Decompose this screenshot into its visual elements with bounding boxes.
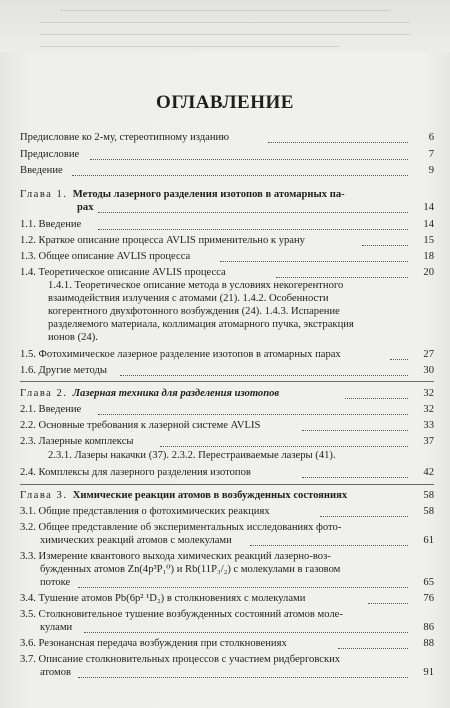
- document-page: ОГЛАВЛЕНИЕ Предисловие ко 2-му, стереотипному изданию 6 Предисловие 7 Введение 9 Глава 1. Методы лазерного разделения изотопов в атомарных па- рах 14 1.1. Введение 14 1.2. Краткое описание процесса AVLIS применительно к урану 15 1.3. Общее описание AVLIS процесса 18 1.4. Теоретическое описание AVLIS процесса 20 1.4.1. Теоретическое описание метода в условиях некогерентного взаимодействия излучения с атомами (21). 1.4.2. Особенности когерентного двухфотонного возбуждения (24). 1.4.3. Испарение разделяемого материала, коллимация атомарного пучка, экстракция ионов (24). 1.5. Фотохимическое лазерное разделение изотопов в атомарных парах 27 1.6. Другие методы 30 Глава 2. Лазерная техника для разделения изотопов 32 2.1. Введение 32 2.2. Основные требования к лазерной системе AVLIS 33 2.3. Лазерные комплексы 37 2.3.1. Лазеры накачки (37). 2.3.2. Перестраиваемые лазеры (41). 2.4. Комплексы для лазерного разделения изотопов 42 Глава 3. Химические реакции атомов в возбужденных состояниях 58 3.1. Общие представления о фотохимических реакциях 58 3.2. Общее представление об экспериментальных исследованиях фото- химических реакций атомов с молекулами 61 3.3. Измерение квантового выхода химических реакций лазерно-воз- бужденных атомов Zn(4p³P₁⁰) и Rb(11P₃/₂) с молекулами в газовом потоке 65 3.4. Тушение атомов Pb(6p² ¹D₂) в столкновениях с молекулами 76 3.5. Столкновительное тушение возбужденных состояний атомов моле- кулами 86 3.6. Резонансная передача возбуждения при столкновениях 88 3.7. Описание столкновительных процессов с участием ридберговских атомов 91: [0, 0, 450, 708]
- toc-sub-1-4-line1: 1.4.1. Теоретическое описание метода в условиях некогерентного: [48, 280, 344, 291]
- chapter-divider: [20, 381, 434, 382]
- toc-sub-2-3: 2.3.1. Лазеры накачки (37). 2.3.2. Перестраиваемые лазеры (41).: [48, 450, 336, 461]
- toc-title: ОГЛАВЛЕНИЕ: [156, 92, 294, 113]
- toc-sub-1-4-line3: когерентного двухфотонного возбуждения (24). 1.4.3. Испарение: [48, 306, 340, 317]
- previous-page-bleed: [0, 0, 450, 52]
- toc-sub-1-4-line2: взаимодействия излучения с атомами (21). 1.4.2. Особенности: [48, 293, 329, 304]
- toc-sub-1-4-line5: ионов (24).: [48, 332, 98, 343]
- chapter-divider-2: [20, 484, 434, 485]
- toc-sub-1-4-line4: разделяемого материала, коллимация атомарного пучка, экстракция: [48, 319, 354, 330]
